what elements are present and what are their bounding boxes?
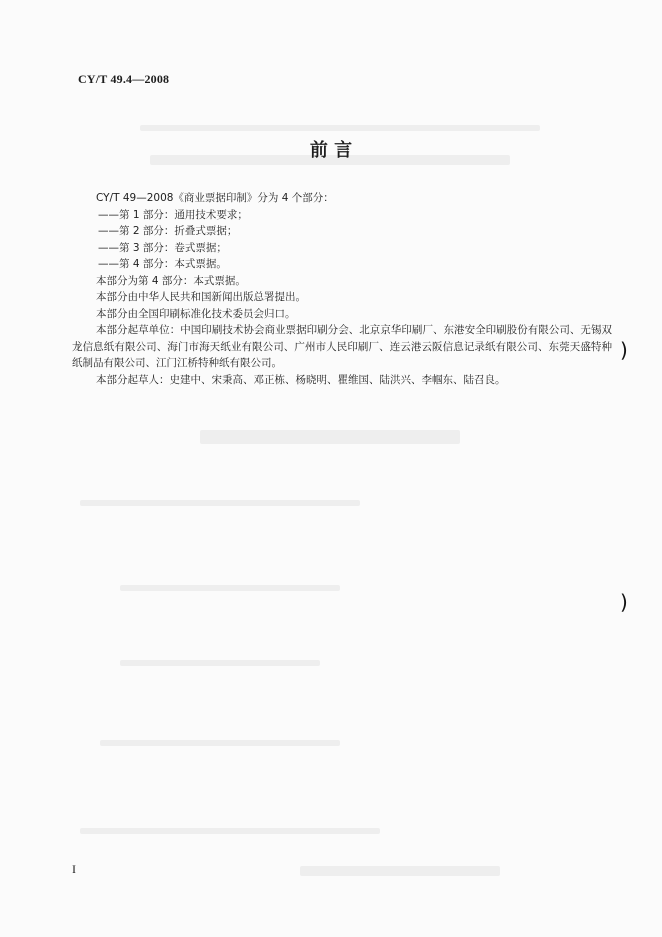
bleed-through-shadow: [300, 866, 500, 876]
list-item: ——第 2 部分：折叠式票据；: [98, 225, 238, 237]
paragraph: 本部分起草单位：中国印刷技术协会商业票据印刷分会、北京京华印刷厂、东港安全印刷股份有限公司、无锡双龙信息纸有限公司、海门市海天纸业有限公司、广州市人民印刷厂、连云港云阪信息记录纸有限公司、东莞天盛特种纸制品有限公司、江门江桥特种纸有限公司。: [72, 324, 612, 369]
binding-hole-mark: ): [620, 338, 628, 362]
foreword-body: [72, 190, 612, 388]
paragraph: 本部分为第 4 部分：本式票据。: [96, 274, 246, 287]
page-number: I: [72, 862, 76, 876]
bleed-through-shadow: [120, 585, 340, 591]
bleed-through-shadow: [140, 125, 540, 131]
bleed-through-shadow: [100, 740, 340, 746]
paragraph: 本部分起草人：史建中、宋秉高、邓正栋、杨晓明、瞿维国、陆洪兴、李帼东、陆召良。: [96, 373, 506, 386]
paragraph: 本部分由中华人民共和国新闻出版总署提出。: [96, 291, 306, 303]
list-item: ——第 3 部分：卷式票据；: [98, 241, 227, 254]
standard-code: CY/T 49.4—2008: [78, 72, 170, 86]
list-item: ——第 4 部分：本式票据。: [98, 258, 227, 270]
bleed-through-shadow: [120, 660, 320, 666]
bleed-through-shadow: [80, 828, 380, 834]
paragraph: 本部分由全国印刷标准化技术委员会归口。: [96, 307, 296, 320]
bleed-through-shadow: [200, 430, 460, 444]
bleed-through-shadow: [80, 500, 360, 506]
list-item: ——第 1 部分：通用技术要求；: [98, 208, 248, 221]
binding-hole-mark: ): [620, 590, 628, 614]
paragraph: CY/T 49—2008《商业票据印制》分为 4 个部分：: [96, 192, 334, 204]
page-title: 前 言: [309, 140, 353, 161]
